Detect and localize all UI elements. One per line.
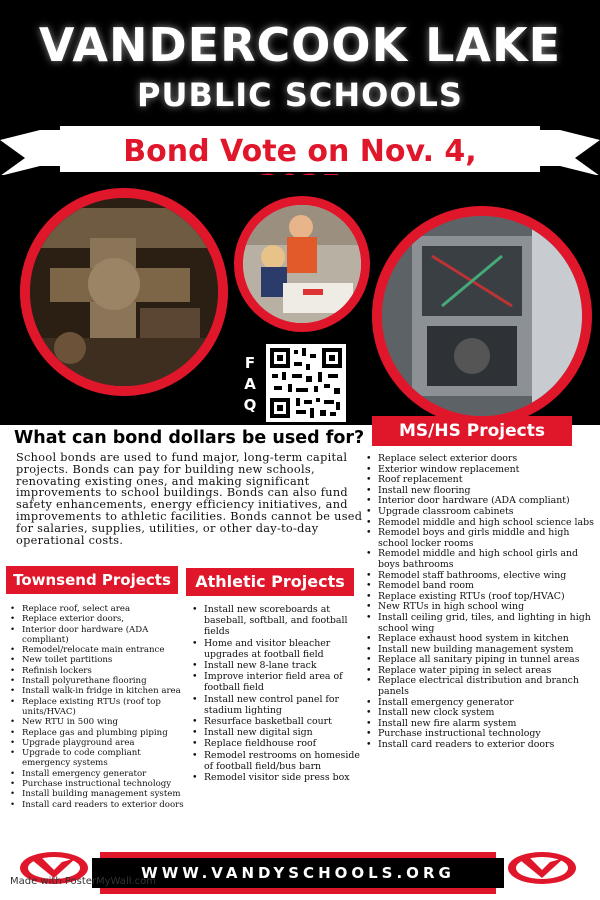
list-item: • Replace exhaust hood system in kitchen — [366, 634, 596, 645]
bond-explanation: School bonds are used to fund major, long-term capital projects. Bonds can pay for building new schools, renovating existing ones, and making significant improvements to school buildings. Bonds can also fund safety enhancements, energy efficiency initiatives, and improvements to athletic facilities. Bonds cannot be used for salaries, supplies, utilities, or other day-to-day operational costs. — [16, 451, 363, 547]
list-item: • Remodel band room — [366, 581, 596, 592]
faq-letter-q: Q — [243, 396, 257, 414]
list-item: • Replace all sanitary piping in tunnel areas — [366, 655, 596, 666]
list-item: • Interior door hardware (ADA compliant) — [10, 625, 190, 646]
list-item: • Install walk-in fridge in kitchen area — [10, 686, 190, 696]
list-item: • Remodel boys and girls middle and high school locker rooms — [366, 528, 596, 549]
list-item: • Refinish lockers — [10, 666, 190, 676]
hvac-photo — [382, 216, 582, 416]
list-item: • Install new flooring — [366, 486, 596, 497]
list-item: • Install card readers to exterior doors — [366, 740, 596, 751]
students-photo — [243, 205, 361, 323]
list-item: • Exterior window replacement — [366, 465, 596, 476]
list-item: • Install new digital sign — [192, 727, 364, 738]
list-item: • Upgrade to code compliant emergency systems — [10, 748, 190, 769]
townsend-projects-list — [10, 604, 190, 810]
list-item: • New RTUs in high school wing — [366, 602, 596, 613]
pipes-photo — [30, 198, 218, 386]
list-item: • Install new building management system — [366, 645, 596, 656]
list-item: • Remodel/relocate main entrance — [10, 645, 190, 655]
faq-letter-f: F — [244, 354, 256, 372]
list-item: • New RTU in 500 wing — [10, 717, 190, 727]
list-item: • Home and visitor bleacher upgrades at football field — [192, 638, 364, 660]
list-item: • Resurface basketball court — [192, 716, 364, 727]
list-item: • Remodel middle and high school girls and boys bathrooms — [366, 549, 596, 570]
qr-code-icon — [266, 344, 346, 422]
list-item: • Upgrade playground area — [10, 738, 190, 748]
list-item: • Install ceiling grid, tiles, and lighting in high school wing — [366, 613, 596, 634]
list-item: • Install emergency generator — [10, 769, 190, 779]
list-item: • Install building management system — [10, 789, 190, 799]
made-with-credit: Made with PosterMyWall.com — [10, 876, 157, 887]
list-item: • Remodel staff bathrooms, elective wing — [366, 571, 596, 582]
school-title-line1: VANDERCOOK LAKE — [38, 18, 562, 72]
list-item: • Purchase instructional technology — [366, 729, 596, 740]
faq-label — [241, 353, 259, 416]
list-item: • Replace existing RTUs (roof top units/HVAC) — [10, 697, 190, 718]
faq-letter-a: A — [244, 375, 256, 393]
hvac-photo-image — [382, 216, 582, 416]
bond-question-heading: What can bond dollars be used for? — [14, 428, 365, 448]
athletic-projects-header: Athletic Projects — [186, 568, 354, 596]
list-item: • Replace gas and plumbing piping — [10, 728, 190, 738]
townsend-projects-header: Townsend Projects — [6, 566, 178, 594]
list-item: • Replace water piping in select areas — [366, 666, 596, 677]
list-item: • Interior door hardware (ADA compliant) — [366, 496, 596, 507]
bond-vote-date: Bond Vote on Nov. 4, — [123, 134, 477, 169]
list-item: • Roof replacement — [366, 475, 596, 486]
pipes-photo-ring — [20, 188, 228, 396]
mshs-projects-header: MS/HS Projects — [372, 416, 572, 446]
hvac-photo-ring — [372, 206, 592, 426]
list-item: • New toilet partitions — [10, 655, 190, 665]
list-item: • Replace electrical distribution and branch panels — [366, 676, 596, 697]
list-item: • Replace select exterior doors — [366, 454, 596, 465]
list-item: • Replace exterior doors, — [10, 614, 190, 624]
website-url[interactable]: WWW.VANDYSCHOOLS.ORG — [141, 864, 455, 882]
list-item: • Install new clock system — [366, 708, 596, 719]
list-item: • Purchase instructional technology — [10, 779, 190, 789]
list-item: • Replace roof, select area — [10, 604, 190, 614]
list-item: • Install emergency generator — [366, 698, 596, 709]
list-item: • Improve interior field area of football field — [192, 671, 364, 693]
right-school-logo-icon — [506, 850, 578, 886]
list-item: • Remodel middle and high school science labs — [366, 518, 596, 529]
students-photo-image — [243, 205, 361, 323]
students-photo-ring — [234, 196, 370, 332]
list-item: • Remodel restrooms on homeside of football field/bus barn — [192, 750, 364, 772]
list-item: • Replace existing RTUs (roof top/HVAC) — [366, 592, 596, 603]
list-item: • Install new 8-lane track — [192, 660, 364, 671]
school-title-line2: PUBLIC SCHOOLS — [137, 76, 463, 114]
list-item: • Install polyurethane flooring — [10, 676, 190, 686]
list-item: • Install new fire alarm system — [366, 719, 596, 730]
list-item: • Install new control panel for stadium lighting — [192, 694, 364, 716]
list-item: • Replace fieldhouse roof — [192, 738, 364, 749]
list-item: • Remodel visitor side press box — [192, 772, 364, 783]
athletic-projects-list — [192, 604, 364, 783]
mshs-projects-list — [366, 454, 596, 751]
list-item: • Install new scoreboards at baseball, softball, and football fields — [192, 604, 364, 638]
pipes-photo-image — [30, 198, 218, 386]
faq-qr-code[interactable] — [266, 344, 346, 422]
list-item: • Install card readers to exterior doors — [10, 800, 190, 810]
list-item: • Upgrade classroom cabinets — [366, 507, 596, 518]
